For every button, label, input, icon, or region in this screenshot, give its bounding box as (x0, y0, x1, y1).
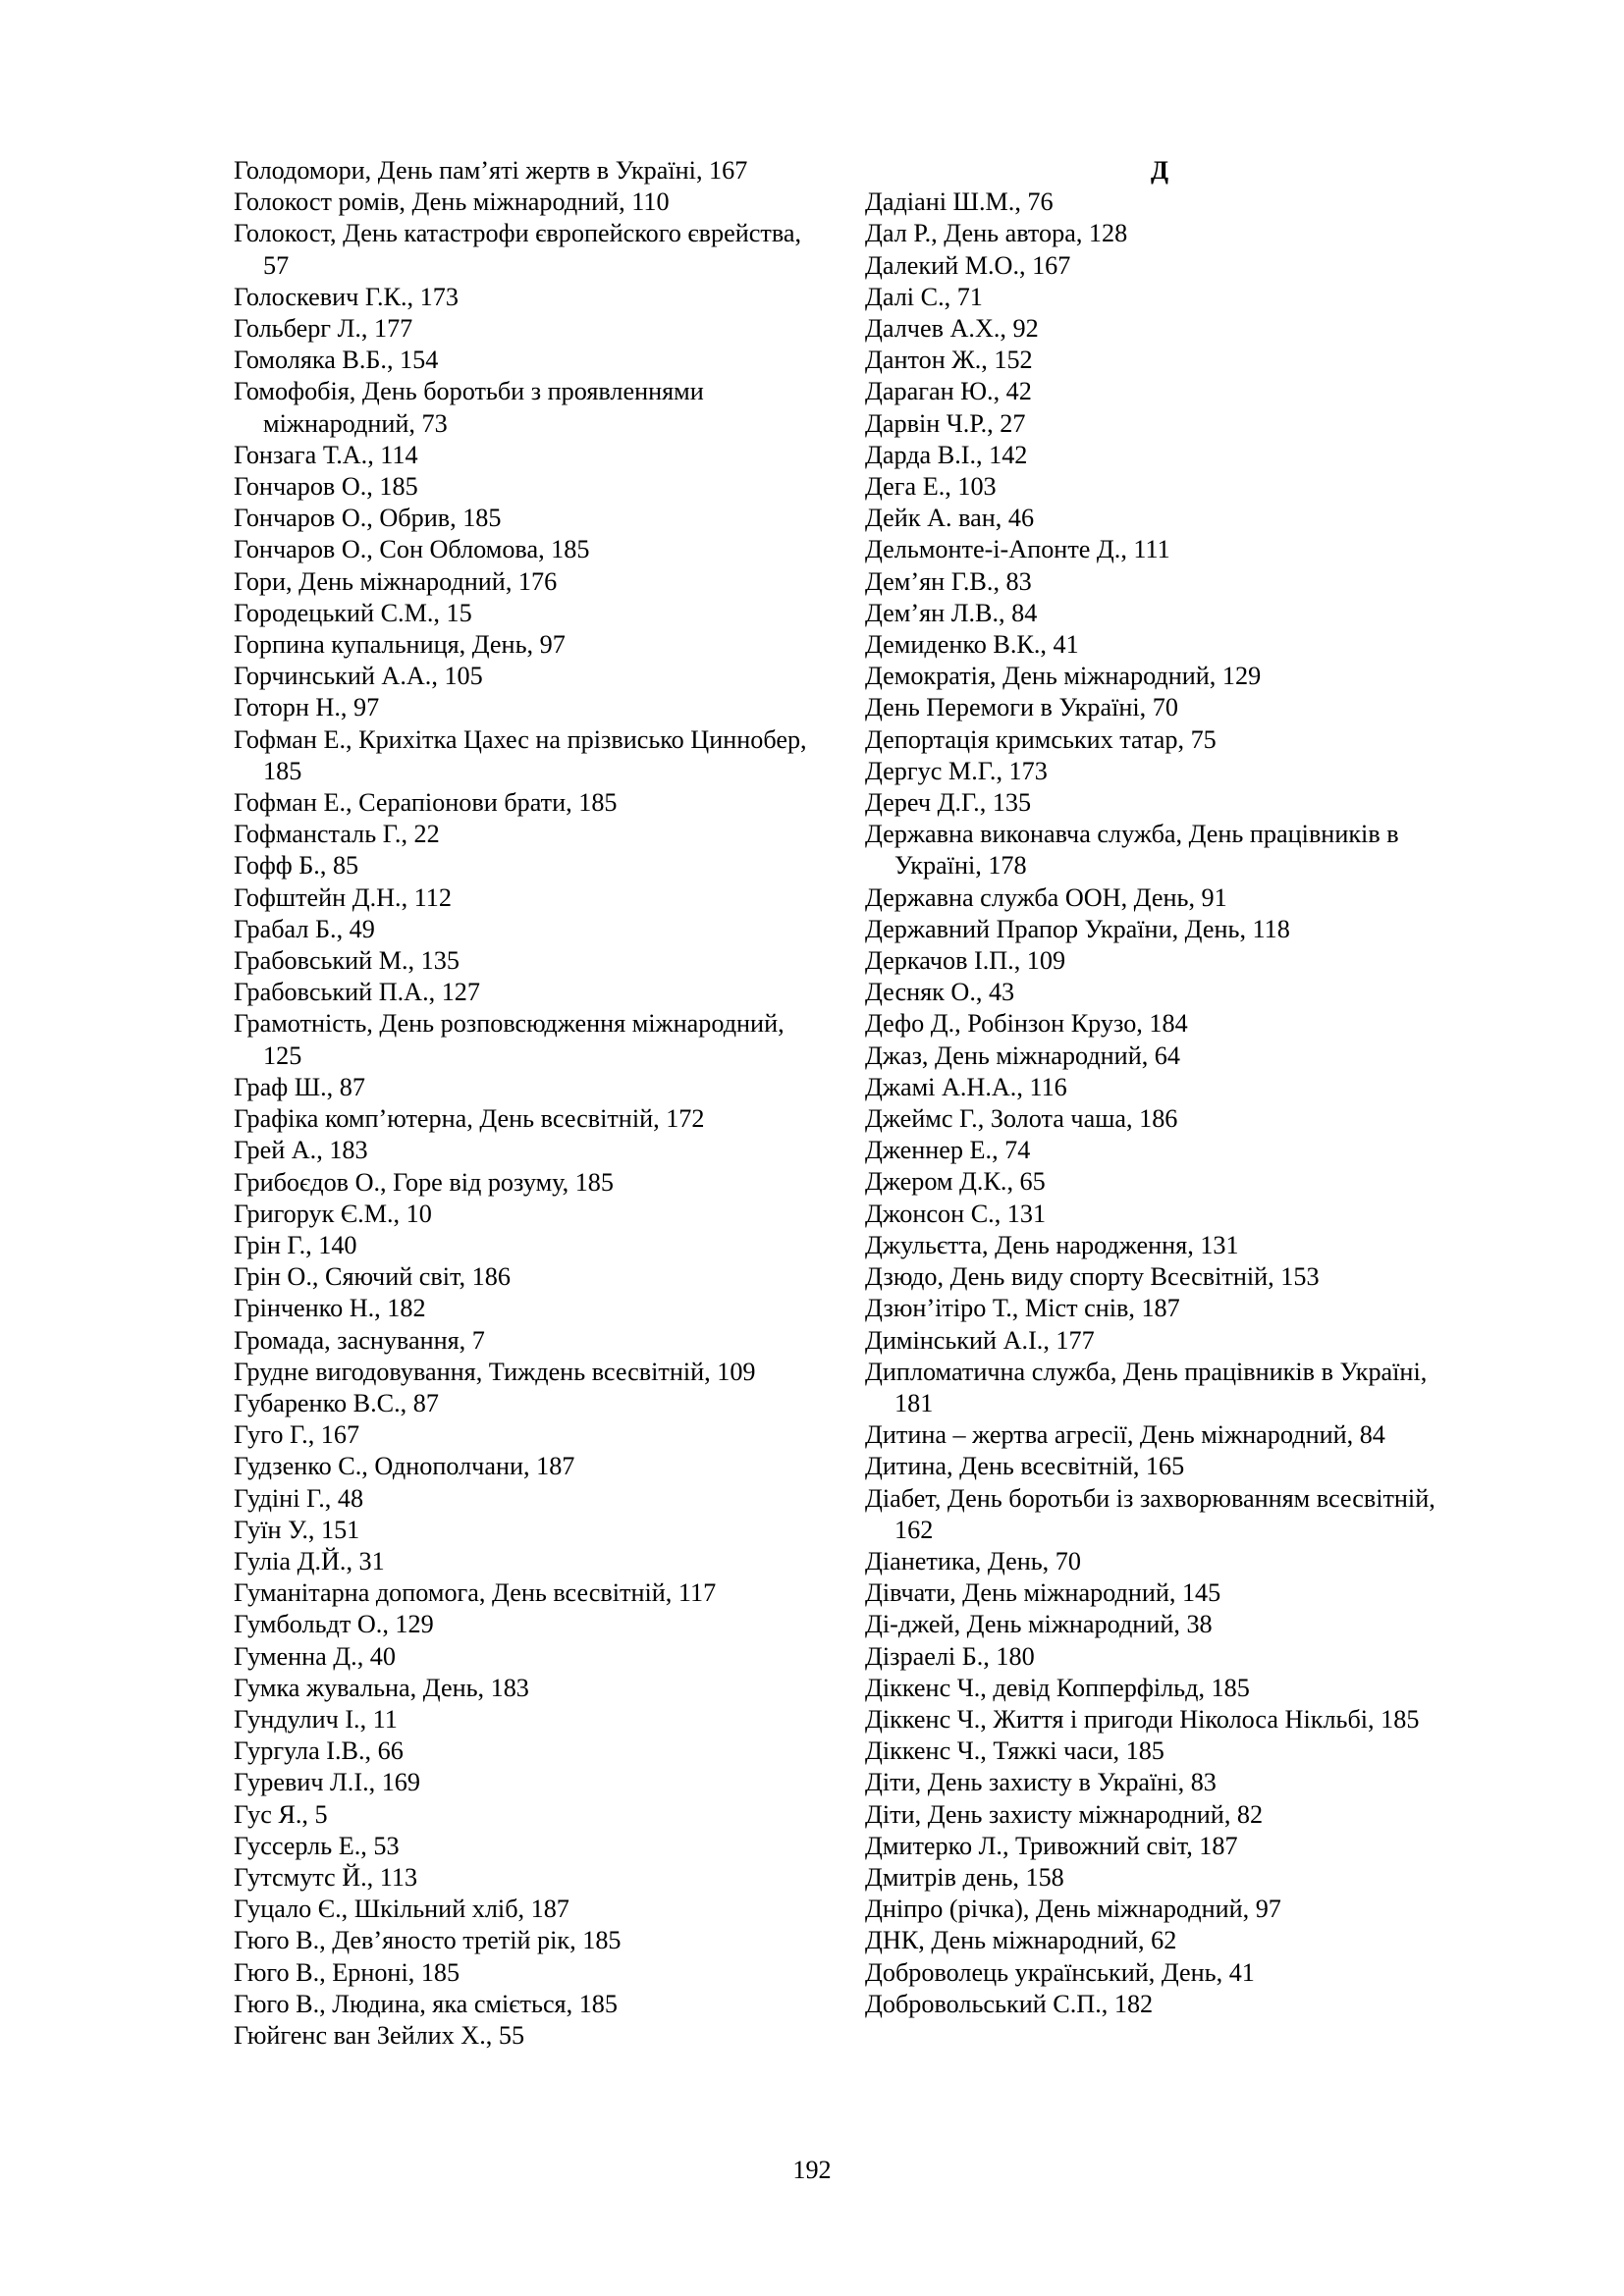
index-entry: Гундулич І., 11 (234, 1704, 398, 1734)
index-entry: Гомофобія, День боротьби з проявленнями міжнародний, 73 (234, 377, 704, 438)
index-entry: Діанетика, День, 70 (865, 1546, 1081, 1575)
index-entry: День Перемоги в Україні, 70 (865, 693, 1178, 722)
index-entry: Дергус М.Г., 173 (865, 756, 1048, 785)
index-entry: Гончаров О., Сон Обломова, 185 (234, 535, 590, 564)
index-entry: Дараган Ю., 42 (865, 377, 1032, 406)
index-entry: Державний Прапор України, День, 118 (865, 914, 1290, 943)
index-entry: Гофф Б., 85 (234, 851, 359, 881)
index-entry: Гус Я., 5 (234, 1799, 328, 1829)
index-entry: Діккенс Ч., Життя і пригоди Ніколоса Нікльбі, 185 (865, 1704, 1420, 1734)
index-entry: Джаз, День міжнародний, 64 (865, 1041, 1180, 1070)
index-entry: Горчинський А.А., 105 (234, 662, 483, 691)
index-entry: Доброволець український, День, 41 (865, 1957, 1255, 1987)
index-entry: Гудзенко С., Однополчани, 187 (234, 1452, 575, 1481)
index-entry: Дмитрів день, 158 (865, 1862, 1064, 1892)
index-entry: Дзюдо, День виду спорту Всесвітній, 153 (865, 1262, 1320, 1292)
index-entry: Гофман Е., Серапіонови брати, 185 (234, 788, 618, 818)
index-entry: Джером Д.К., 65 (865, 1167, 1046, 1197)
index-entry: Дефо Д., Робінзон Крузо, 184 (865, 1009, 1188, 1039)
index-entry: Дега Е., 103 (865, 472, 997, 502)
index-entry: Далекий М.О., 167 (865, 250, 1071, 280)
index-entry: Грудне вигодовування, Тиждень всесвітній, 109 (234, 1357, 756, 1386)
index-entry: Гюйгенс ван Зейлих Х., 55 (234, 2020, 525, 2050)
index-entry: Депортація кримських татар, 75 (865, 724, 1217, 754)
index-entry: Гумбольдт О., 129 (234, 1610, 434, 1639)
index-entry: Гумка жувальна, День, 183 (234, 1673, 529, 1702)
index-entry: Дівчати, День міжнародний, 145 (865, 1578, 1221, 1608)
index-entry: Городецький С.М., 15 (234, 598, 472, 627)
index-entry: Дантон Ж., 152 (865, 346, 1033, 375)
index-entry: Гуцало Є., Шкільний хліб, 187 (234, 1895, 569, 1924)
index-entry: Гончаров О., 185 (234, 472, 418, 502)
index-entry: Діти, День захисту в Україні, 83 (865, 1768, 1217, 1797)
index-entry: Дельмонте-і-Апонте Д., 111 (865, 535, 1170, 564)
index-entry: Далі С., 71 (865, 282, 983, 311)
index-entry: Діккенс Ч., Тяжкі часи, 185 (865, 1736, 1164, 1766)
index-entry: Гюго В., Дев’яносто третій рік, 185 (234, 1926, 622, 1955)
index-entry: Дипломатична служба, День працівників в Україні, 181 (865, 1357, 1428, 1417)
index-entry: Демиденко В.К., 41 (865, 630, 1079, 660)
index-entry: Дженнер Е., 74 (865, 1136, 1031, 1165)
index-entry: Добровольський С.П., 182 (865, 1989, 1154, 2018)
index-column-left (234, 155, 823, 2052)
index-entry: Гофман Е., Крихітка Цахес на прізвисько Циннобер, 185 (234, 724, 807, 785)
index-entry: Грін О., Сяючий світ, 186 (234, 1262, 511, 1292)
index-entry: Діабет, День боротьби із захворюванням всесвітній, 162 (865, 1483, 1435, 1544)
index-entry: Дніпро (річка), День міжнародний, 97 (865, 1895, 1281, 1924)
index-entry: Гуїн У., 151 (234, 1515, 360, 1544)
index-entry: Дізраелі Б., 180 (865, 1641, 1035, 1671)
index-entry: Гургула І.В., 66 (234, 1736, 404, 1766)
index-entry: Голокост, День катастрофи європейского єврейства, 57 (234, 219, 802, 280)
index-entry: Граф Ш., 87 (234, 1072, 365, 1101)
index-entry: Гомоляка В.Б., 154 (234, 346, 439, 375)
index-entry: Дал Р., День автора, 128 (865, 219, 1128, 248)
index-entry: Гуссерль Е., 53 (234, 1831, 400, 1860)
index-entry: Дереч Д.Г., 135 (865, 788, 1032, 818)
index-entry: Гуманітарна допомога, День всесвітній, 117 (234, 1578, 717, 1608)
index-entry: Гуго Г., 167 (234, 1420, 360, 1450)
index-entry: Грей А., 183 (234, 1136, 368, 1165)
index-entry: Державна служба ООН, День, 91 (865, 882, 1227, 912)
index-entry: Гюго В., Ерноні, 185 (234, 1957, 460, 1987)
index-entry: Готорн Н., 97 (234, 693, 380, 722)
index-entry: Голокост ромів, День міжнародний, 110 (234, 187, 670, 217)
index-entry: Гонзага Т.А., 114 (234, 440, 418, 469)
letter-heading: Д (1150, 156, 1169, 185)
index-entry: Дзюн’ітіро Т., Міст снів, 187 (865, 1294, 1180, 1323)
index-entry: Джамі А.Н.А., 116 (865, 1072, 1067, 1101)
index-entry: Гольберг Л., 177 (234, 314, 413, 344)
index-entry: Дитина, День всесвітній, 165 (865, 1452, 1185, 1481)
index-entry: Гуліа Д.Й., 31 (234, 1546, 385, 1575)
index-entry: Гюго В., Людина, яка сміється, 185 (234, 1989, 618, 2018)
index-entry: Дадіані Ш.М., 76 (865, 187, 1054, 217)
index-entry: Джульєтта, День народження, 131 (865, 1230, 1239, 1259)
index-entry: Грабал Б., 49 (234, 914, 375, 943)
index-entry: Графіка комп’ютерна, День всесвітній, 172 (234, 1104, 705, 1134)
page-number: 192 (792, 2156, 832, 2184)
index-entry: Грінченко Н., 182 (234, 1294, 426, 1323)
index-entry: Григорук Є.М., 10 (234, 1199, 432, 1228)
index-entry: Димінський А.І., 177 (865, 1325, 1095, 1355)
index-entry: Горпина купальниця, День, 97 (234, 630, 566, 660)
index-entry: Десняк О., 43 (865, 978, 1015, 1007)
index-entry: Гори, День міжнародний, 176 (234, 566, 558, 596)
index-entry: Громада, заснування, 7 (234, 1325, 485, 1355)
index-entry: Дарвін Ч.Р., 27 (865, 408, 1026, 438)
index-entry: Грабовський М., 135 (234, 946, 460, 976)
index-entry: Діккенс Ч., девід Копперфільд, 185 (865, 1673, 1250, 1702)
index-entry: Ді-джей, День міжнародний, 38 (865, 1610, 1213, 1639)
index-entry: Дарда В.І., 142 (865, 440, 1028, 469)
index-entry: Джеймс Г., Золота чаша, 186 (865, 1104, 1178, 1134)
index-entry: Джонсон С., 131 (865, 1199, 1047, 1228)
index-entry: ДНК, День міжнародний, 62 (865, 1926, 1177, 1955)
index-entry: Державна виконавча служба, День працівників в Україні, 178 (865, 820, 1399, 881)
index-entry: Далчев А.Х., 92 (865, 314, 1039, 343)
index-entry: Грибоєдов О., Горе від розуму, 185 (234, 1167, 614, 1197)
index-entry: Гофштейн Д.Н., 112 (234, 882, 452, 912)
index-entry: Деркачов І.П., 109 (865, 946, 1066, 976)
index-entry: Демократія, День міжнародний, 129 (865, 662, 1262, 691)
index-entry: Губаренко В.С., 87 (234, 1388, 439, 1417)
index-entry: Дейк А. ван, 46 (865, 504, 1035, 533)
index-entry: Грамотність, День розповсюдження міжнародний, 125 (234, 1009, 785, 1070)
index-entry: Грабовський П.А., 127 (234, 978, 480, 1007)
index-entry: Діти, День захисту міжнародний, 82 (865, 1799, 1264, 1829)
index-entry: Голоскевич Г.К., 173 (234, 282, 459, 311)
index-entry: Грін Г., 140 (234, 1230, 357, 1259)
index-entry: Дем’ян Г.В., 83 (865, 566, 1032, 596)
index-entry: Дем’ян Л.В., 84 (865, 598, 1038, 627)
index-entry: Гончаров О., Обрив, 185 (234, 504, 502, 533)
index-entry: Гуревич Л.І., 169 (234, 1768, 420, 1797)
index-entry: Голодомори, День пам’яті жертв в Україні, 167 (234, 156, 748, 185)
index-entry: Дмитерко Л., Тривожний світ, 187 (865, 1831, 1238, 1860)
index-entry: Дитина – жертва агресії, День міжнародний, 84 (865, 1420, 1385, 1450)
index-entry: Гуменна Д., 40 (234, 1641, 396, 1671)
index-entry: Гутсмутс Й., 113 (234, 1862, 418, 1892)
index-entry: Гофмансталь Г., 22 (234, 820, 440, 849)
index-column-right (865, 155, 1454, 2020)
index-entry: Гудіні Г., 48 (234, 1483, 364, 1513)
